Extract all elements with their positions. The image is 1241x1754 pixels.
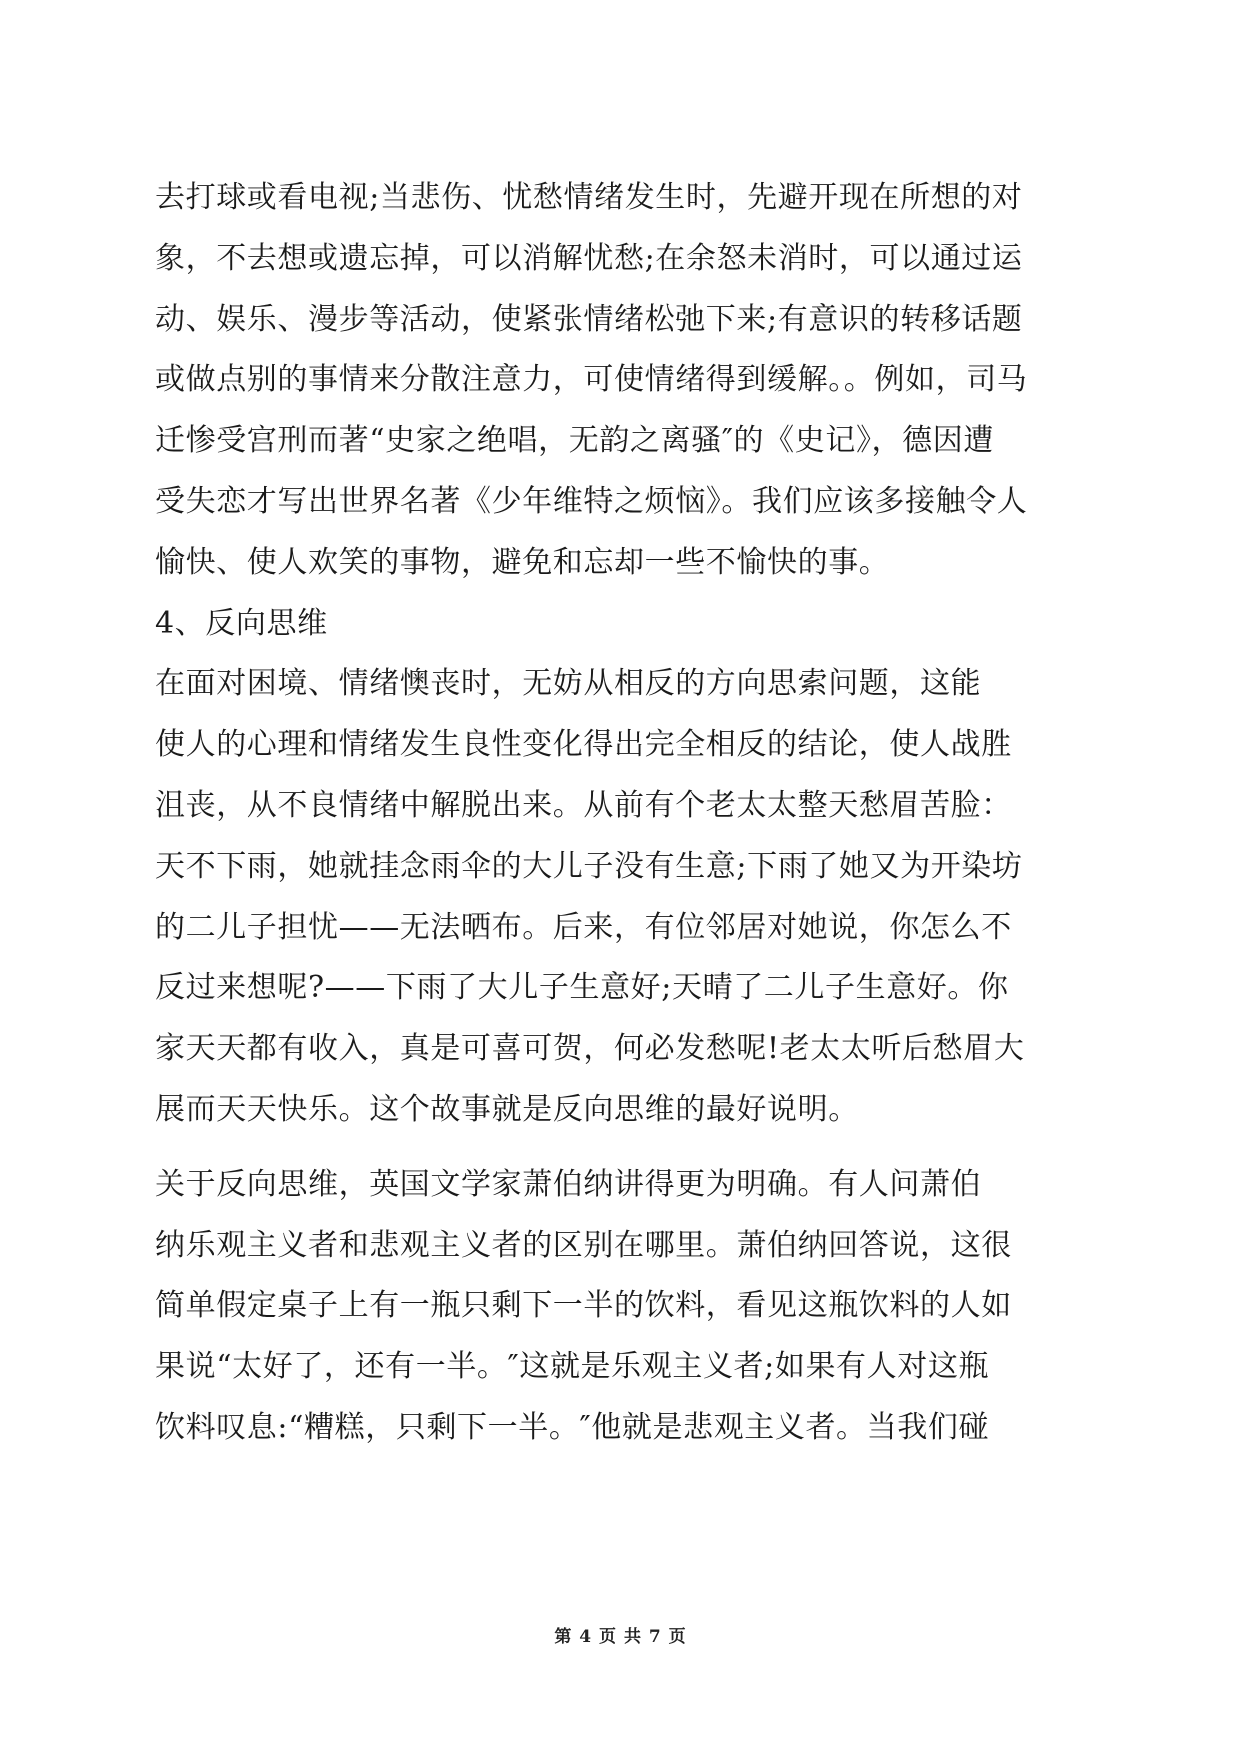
page-number: 第 4 页 共 7 页	[554, 1627, 687, 1647]
text-line: 象，不去想或遗忘掉，可以消解忧愁;在余怒未消时，可以通过运	[155, 240, 1023, 276]
text-line: 愉快、使人欢笑的事物，避免和忘却一些不愉快的事。	[155, 544, 890, 580]
paragraph-gap	[155, 1141, 1095, 1155]
section-heading: 4、反向思维	[155, 605, 328, 641]
text-line: 果说“太好了，还有一半。″这就是乐观主义者;如果有人对这瓶	[155, 1349, 990, 1385]
text-line: 或做点别的事情来分散注意力，可使情绪得到缓解。。例如，司马	[155, 362, 1028, 398]
text-line: 家天天都有收入，真是可喜可贺，何必发愁呢!老太太听后愁眉大	[155, 1031, 1025, 1067]
text-line: 受失恋才写出世界名著《少年维特之烦恼》。我们应该多接触令人	[155, 483, 1028, 519]
text-line: 在面对困境、情绪懊丧时，无妨从相反的方向思索问题，这能	[155, 666, 982, 702]
text-line: 纳乐观主义者和悲观主义者的区别在哪里。萧伯纳回答说，这很	[155, 1227, 1012, 1263]
text-line: 沮丧，从不良情绪中解脱出来。从前有个老太太整天愁眉苦脸：	[155, 787, 1012, 823]
text-line: 的二儿子担忧——无法晒布。后来，有位邻居对她说，你怎么不	[155, 909, 1012, 945]
text-line: 饮料叹息:“糟糕，只剩下一半。″他就是悲观主义者。当我们碰	[155, 1409, 990, 1445]
paragraph-block-2	[155, 1155, 1095, 1459]
text-line: 动、娱乐、漫步等活动，使紧张情绪松弛下来;有意识的转移话题	[155, 301, 1023, 337]
text-line: 去打球或看电视;当悲伤、忧愁情绪发生时，先避开现在所想的对	[155, 180, 1023, 215]
text-line: 反过来想呢?——下雨了大儿子生意好;天晴了二儿子生意好。你	[155, 970, 1009, 1006]
text-line: 使人的心理和情绪发生良性变化得出完全相反的结论，使人战胜	[155, 727, 1012, 763]
text-line: 迁惨受宫刑而著“史家之绝唱，无韵之离骚″的《史记》，德因遭	[155, 423, 994, 459]
text-line: 天不下雨，她就挂念雨伞的大儿子没有生意;下雨了她又为开染坊	[155, 848, 1023, 884]
text-line: 简单假定桌子上有一瓶只剩下一半的饮料，看见这瓶饮料的人如	[155, 1288, 1012, 1324]
document-body	[155, 168, 1095, 1459]
text-line: 关于反向思维，英国文学家萧伯纳讲得更为明确。有人问萧伯	[155, 1166, 982, 1202]
paragraph-block-1	[155, 168, 1095, 1141]
text-line: 展而天天快乐。这个故事就是反向思维的最好说明。	[155, 1091, 859, 1127]
